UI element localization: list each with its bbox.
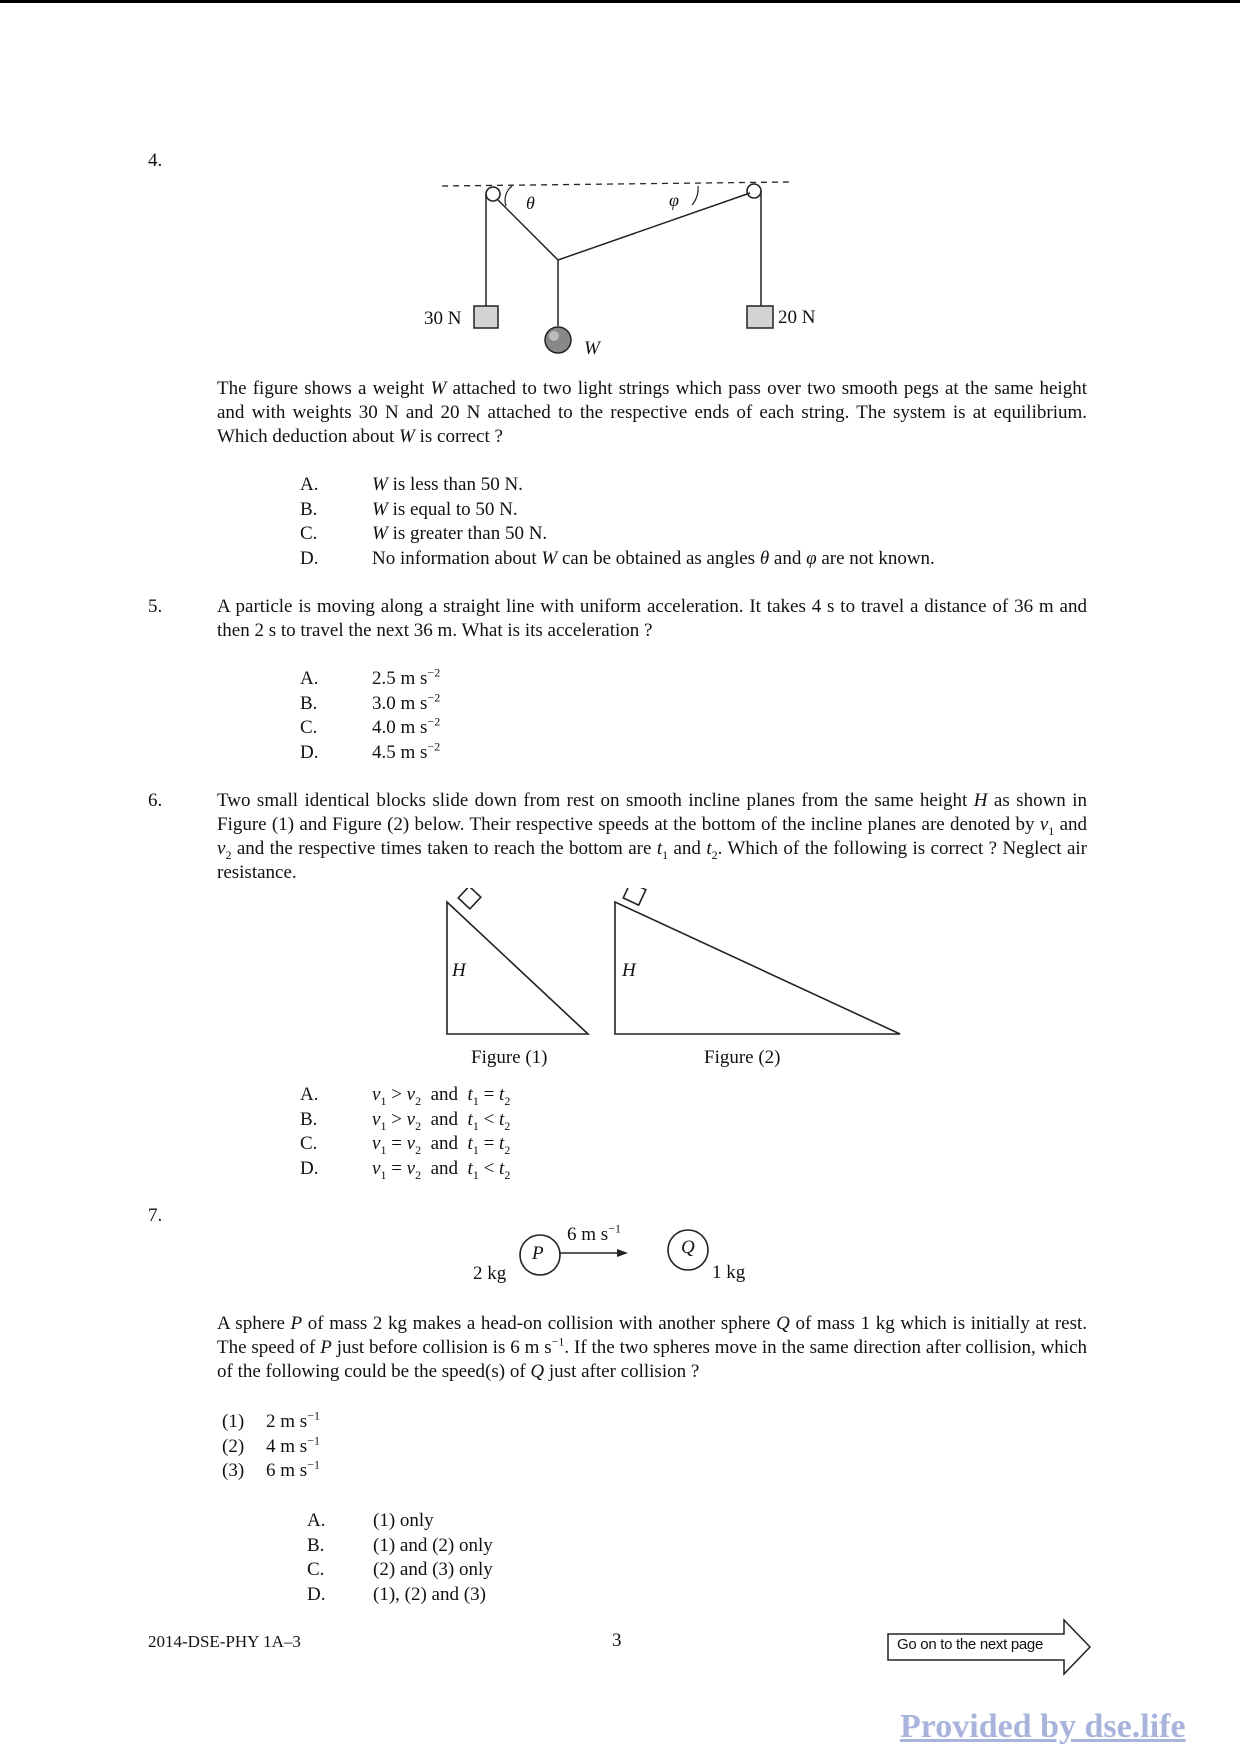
velocity-arrowhead <box>617 1249 628 1257</box>
q5-option-c: C. 4.0 m $s^{-2}$ <box>300 714 441 738</box>
dashed-ceiling-line <box>442 182 790 186</box>
q6-number: 6. <box>148 790 163 811</box>
q5-option-d: D. 4.5 m $s^{-2}$ <box>300 739 441 763</box>
q6-option-d: D. $v_1 = v_2$ and $t_1 < t_2$ <box>300 1157 511 1182</box>
q6-option-c: C. $v_1 = v_2$ and $t_1 = t_2$ <box>300 1133 511 1157</box>
q5-option-a: A. 2.5 m $s^{-2}$ <box>300 665 441 689</box>
q7-number: 7. <box>148 1205 163 1226</box>
theta-arc <box>505 186 512 206</box>
q7-option-a: A. (1) only <box>307 1510 434 1531</box>
q7-p-mass-label: 2 kg <box>473 1263 507 1284</box>
q4-right-weight-label: 20 N <box>778 307 816 328</box>
q7-p-label: P <box>532 1243 544 1264</box>
q5-options <box>300 667 440 765</box>
right-block-20n <box>747 306 773 328</box>
q7-speed-label: 6 m $s^{-1}$ <box>567 1221 621 1245</box>
q7-q-label: Q <box>681 1237 695 1258</box>
q7-option-b: B. (1) and (2) only <box>307 1534 493 1556</box>
page-number: 3 <box>612 1630 622 1651</box>
weight-w-ball <box>545 327 571 353</box>
q7-option-c: C. (2) and (3) only <box>307 1559 493 1580</box>
q4-option-a: A. W is less than 50 N. <box>300 474 523 495</box>
q7-statement-1: (1) 2 m $s^{-1}$ <box>222 1408 320 1432</box>
q6-figure2-caption: Figure (2) <box>704 1047 781 1068</box>
page-top-border <box>0 0 1240 3</box>
q4-option-c: C. W is greater than 50 N. <box>300 523 548 544</box>
q6-option-a: A. $v_1 > v_2$ and $t_1 = t_2$ <box>300 1084 511 1108</box>
q5-question-text: A particle is moving along a straight line with uniform acceleration. It takes 4 s to travel a distance of 36 m and then 2 s to travel the next 36 m. What is its acceleration ? <box>217 596 1087 641</box>
q6-fig1-h-label: H <box>452 960 466 981</box>
block-on-incline-1 <box>458 888 481 909</box>
q7-statements <box>222 1410 320 1484</box>
q7-statement-2: (2) 4 m $s^{-1}$ <box>222 1433 320 1457</box>
q6-incline-figures <box>440 888 910 1038</box>
left-block-30n <box>474 306 498 328</box>
q5-number: 5. <box>148 596 163 617</box>
incline-2 <box>615 902 900 1034</box>
q4-pulley-figure <box>430 170 810 355</box>
q6-option-b: B. $v_1 > v_2$ and $t_1 < t_2$ <box>300 1108 511 1133</box>
q6-fig2-h-label: H <box>622 960 636 981</box>
q4-left-weight-label: 30 N <box>424 308 462 329</box>
q7-question-text: A sphere P of mass 2 kg makes a head-on collision with another sphere Q of mass 1 kg which is initially at rest. The speed of P just before collision is 6 m $s^{-1}$. If the two spheres move in the same direction after collision, which of the following could be the speed(s) of Q just after collision ? <box>217 1313 1088 1382</box>
q6-figure1-caption: Figure (1) <box>471 1047 548 1068</box>
right-string-to-knot <box>558 193 750 260</box>
q6-question-text: Two small identical blocks slide down from rest on smooth incline planes from the same height H as shown in Figure (1) and Figure (2) below. Their respective speeds at the bottom of the incline planes are denoted by $v_1$ and $v_2$ and the respective times taken to reach the bottom are $t_1$ and $t_2$. Which of the following is correct ? Neglect air resistance. <box>217 790 1088 883</box>
weight-w-highlight <box>549 331 559 341</box>
phi-arc <box>692 186 698 205</box>
q4-question-text: The figure shows a weight W attached to two light strings which pass over two smooth pegs at the same height and with weights 30 N and 20 N attached to the respective ends of each string. The system is at equilibrium. Which deduction about W is correct ? <box>217 378 1087 447</box>
q7-options <box>307 1509 493 1607</box>
provided-by-link[interactable]: Provided by dse.life <box>900 1708 1186 1745</box>
q7-q-mass-label: 1 kg <box>712 1262 746 1283</box>
q4-theta-label: θ <box>526 193 535 213</box>
right-peg <box>747 184 761 198</box>
q4-phi-label: φ <box>669 190 679 210</box>
q7-option-d: D. (1), (2) and (3) <box>307 1583 486 1605</box>
q6-options <box>300 1083 510 1181</box>
q4-options <box>300 473 935 571</box>
q4-number: 4. <box>148 150 163 171</box>
left-peg <box>486 187 500 201</box>
block-on-incline-2 <box>623 888 646 905</box>
q4-option-b: B. W is equal to 50 N. <box>300 498 518 520</box>
paper-code: 2014-DSE-PHY 1A–3 <box>148 1632 301 1651</box>
next-page-label: Go on to the next page <box>897 1636 1044 1653</box>
incline-1 <box>447 902 588 1034</box>
q4-option-d: D. No information about W can be obtained as angles θ and φ are not known. <box>300 547 935 569</box>
q5-option-b: B. 3.0 m $s^{-2}$ <box>300 690 441 714</box>
q7-statement-3: (3) 6 m $s^{-1}$ <box>222 1457 320 1481</box>
q4-w-label: W <box>584 338 600 359</box>
